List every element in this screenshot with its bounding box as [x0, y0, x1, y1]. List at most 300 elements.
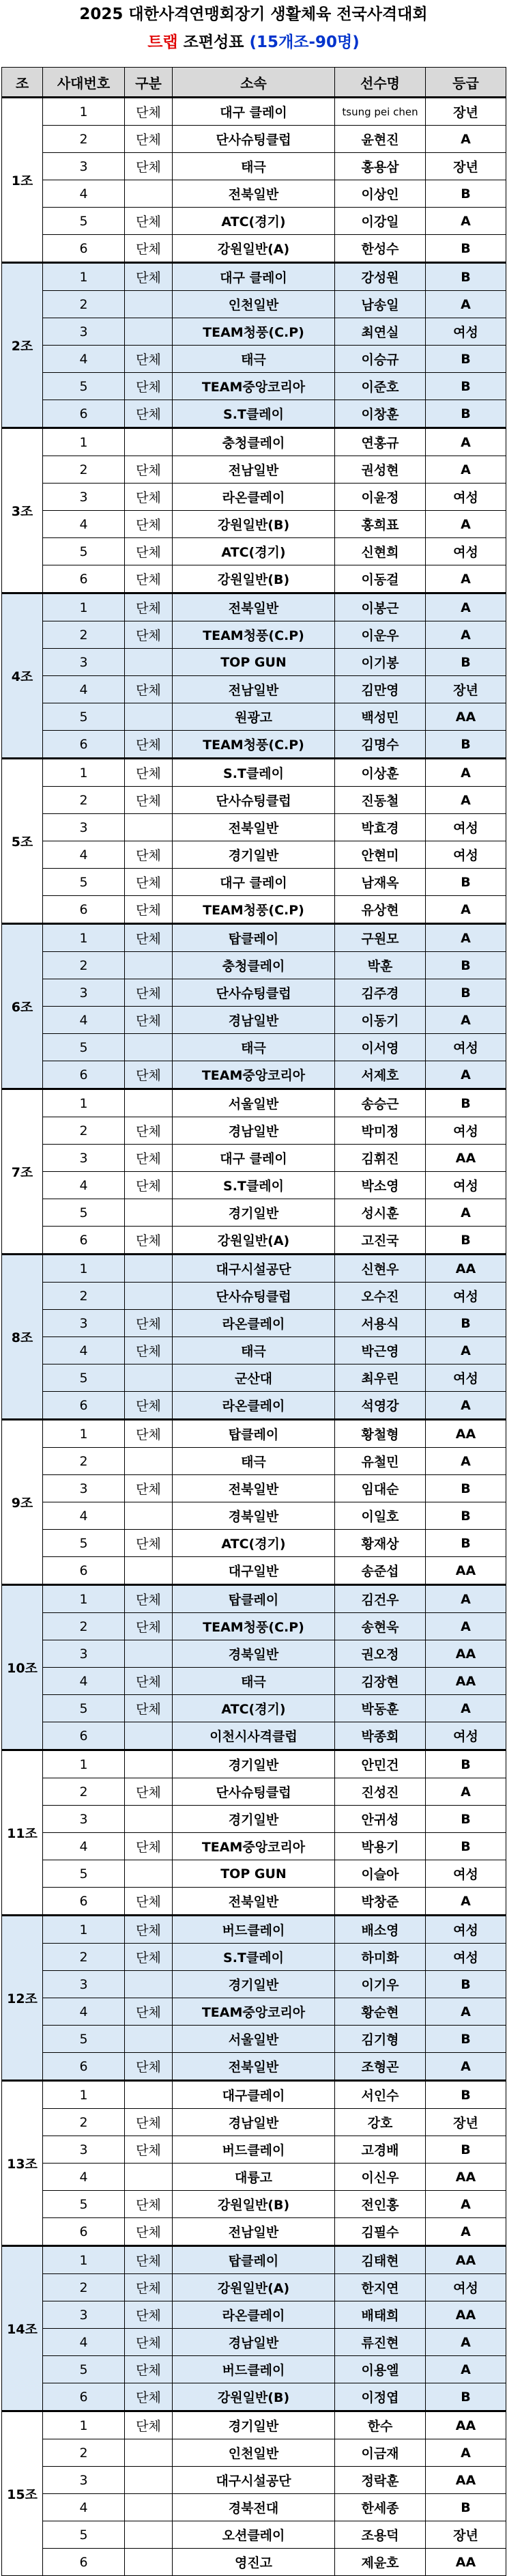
- category-cell: 단체: [125, 98, 173, 126]
- table-row: [2, 1888, 506, 1916]
- table-row: [2, 2356, 506, 2383]
- group-label: 1조: [2, 98, 43, 263]
- grade-cell: A: [426, 428, 506, 456]
- category-cell: 단체: [125, 841, 173, 869]
- event-name: 트랩: [147, 33, 178, 51]
- grade-cell: AA: [426, 2549, 506, 2576]
- grade-cell: B: [426, 731, 506, 759]
- header-club: 소속: [173, 68, 335, 98]
- table-row: [2, 2521, 506, 2549]
- category-cell: [125, 1283, 173, 1310]
- club-cell: 경기일반: [173, 1806, 335, 1833]
- table-row: [2, 318, 506, 346]
- table-row: [2, 1061, 506, 1089]
- table-row: [2, 428, 506, 456]
- page-title: 2025 대한사격연맹회장기 생활체육 전국사격대회: [79, 5, 428, 23]
- grade-cell: AA: [426, 2164, 506, 2191]
- category-cell: 단체: [125, 346, 173, 373]
- station-number-cell: 5: [43, 208, 125, 235]
- club-cell: 대구일반: [173, 1557, 335, 1585]
- category-cell: 단체: [125, 2109, 173, 2136]
- category-cell: [125, 1640, 173, 1668]
- station-number-cell: 3: [43, 1310, 125, 1337]
- table-row: [2, 1364, 506, 1392]
- station-number-cell: 1: [43, 428, 125, 456]
- player-name-cell: 송준섭: [335, 1557, 426, 1585]
- club-cell: 태극: [173, 1034, 335, 1061]
- grade-cell: A: [426, 208, 506, 235]
- grade-cell: A: [426, 896, 506, 924]
- player-name-cell: 한세종: [335, 2494, 426, 2521]
- station-number-cell: 5: [43, 1199, 125, 1227]
- table-row: [2, 1722, 506, 1750]
- table-row: [2, 2383, 506, 2411]
- category-cell: [125, 1364, 173, 1392]
- grade-cell: A: [426, 759, 506, 787]
- grade-cell: 여성: [426, 318, 506, 346]
- station-number-cell: 1: [43, 759, 125, 787]
- category-cell: [125, 1750, 173, 1778]
- club-cell: 경기일반: [173, 1199, 335, 1227]
- category-cell: 단체: [125, 896, 173, 924]
- station-number-cell: 2: [43, 2439, 125, 2467]
- station-number-cell: 1: [43, 1255, 125, 1283]
- station-number-cell: 4: [43, 676, 125, 703]
- grade-cell: 여성: [426, 1283, 506, 1310]
- category-cell: [125, 649, 173, 676]
- table-row: [2, 2081, 506, 2109]
- table-row: [2, 1227, 506, 1255]
- player-name-cell: 김기형: [335, 2026, 426, 2053]
- station-number-cell: 5: [43, 1695, 125, 1722]
- player-name-cell: 강호: [335, 2109, 426, 2136]
- club-cell: 경북일반: [173, 1640, 335, 1668]
- player-name-cell: 이서영: [335, 1034, 426, 1061]
- player-name-cell: 박근영: [335, 1337, 426, 1364]
- grade-cell: B: [426, 1971, 506, 1998]
- station-number-cell: 1: [43, 263, 125, 291]
- player-name-cell: 조형곤: [335, 2053, 426, 2081]
- table-row: [2, 208, 506, 235]
- club-cell: 경기일반: [173, 1971, 335, 1998]
- player-name-cell: 연홍규: [335, 428, 426, 456]
- header-station: 사대번호: [43, 68, 125, 98]
- table-row: [2, 1668, 506, 1695]
- club-cell: 단사슈팅클럽: [173, 1778, 335, 1806]
- table-row: [2, 2164, 506, 2191]
- table-header-row: [2, 68, 506, 98]
- table-row: [2, 896, 506, 924]
- table-row: [2, 1475, 506, 1502]
- category-cell: 단체: [125, 1475, 173, 1502]
- club-cell: 전북일반: [173, 593, 335, 621]
- club-cell: 충청클레이: [173, 428, 335, 456]
- club-cell: 경기일반: [173, 2411, 335, 2439]
- grade-cell: 장년: [426, 153, 506, 180]
- category-cell: 단체: [125, 400, 173, 428]
- header-player: 선수명: [335, 68, 426, 98]
- player-name-cell: 제윤호: [335, 2549, 426, 2576]
- grade-cell: B: [426, 373, 506, 400]
- club-cell: TEAM중앙코리아: [173, 373, 335, 400]
- grade-cell: AA: [426, 2301, 506, 2329]
- category-cell: 단체: [125, 924, 173, 952]
- station-number-cell: 4: [43, 1007, 125, 1034]
- club-cell: 경기일반: [173, 1750, 335, 1778]
- player-name-cell: 권오정: [335, 1640, 426, 1668]
- category-cell: 단체: [125, 1392, 173, 1420]
- player-name-cell: 전인홍: [335, 2191, 426, 2218]
- player-name-cell: 김태현: [335, 2246, 426, 2274]
- table-row: [2, 2246, 506, 2274]
- player-name-cell: 이준호: [335, 373, 426, 400]
- station-number-cell: 6: [43, 896, 125, 924]
- player-name-cell: 김주경: [335, 979, 426, 1007]
- club-cell: 강원일반(B): [173, 565, 335, 593]
- club-cell: 탑클레이: [173, 924, 335, 952]
- station-number-cell: 4: [43, 2164, 125, 2191]
- table-row: [2, 346, 506, 373]
- table-row: [2, 1585, 506, 1613]
- station-number-cell: 5: [43, 2026, 125, 2053]
- category-cell: 단체: [125, 263, 173, 291]
- table-row: [2, 1944, 506, 1971]
- header-category: 구분: [125, 68, 173, 98]
- station-number-cell: 1: [43, 98, 125, 126]
- category-cell: [125, 1255, 173, 1283]
- table-row: [2, 1971, 506, 1998]
- grade-cell: A: [426, 1998, 506, 2026]
- table-row: [2, 1778, 506, 1806]
- grade-cell: A: [426, 1888, 506, 1916]
- grade-cell: AA: [426, 2246, 506, 2274]
- category-cell: 단체: [125, 621, 173, 649]
- club-cell: 원광고: [173, 703, 335, 731]
- club-cell: 탑클레이: [173, 2246, 335, 2274]
- station-number-cell: 3: [43, 484, 125, 511]
- category-cell: [125, 1806, 173, 1833]
- player-name-cell: 박훈: [335, 952, 426, 979]
- station-number-cell: 6: [43, 235, 125, 263]
- category-cell: 단체: [125, 456, 173, 484]
- player-name-cell: 한성수: [335, 235, 426, 263]
- station-number-cell: 2: [43, 2109, 125, 2136]
- category-cell: 단체: [125, 1778, 173, 1806]
- category-cell: 단체: [125, 1310, 173, 1337]
- club-cell: 경남일반: [173, 1007, 335, 1034]
- category-cell: 단체: [125, 1172, 173, 1199]
- player-name-cell: 박용기: [335, 1833, 426, 1860]
- club-cell: TEAM청풍(C.P): [173, 318, 335, 346]
- player-name-cell: 배소영: [335, 1916, 426, 1944]
- table-row: [2, 1695, 506, 1722]
- table-row: [2, 2301, 506, 2329]
- club-cell: 강원일반(B): [173, 2191, 335, 2218]
- group-label: 6조: [2, 924, 43, 1089]
- player-name-cell: 이강일: [335, 208, 426, 235]
- club-cell: 전북일반: [173, 1888, 335, 1916]
- station-number-cell: 2: [43, 1117, 125, 1145]
- grade-cell: A: [426, 565, 506, 593]
- club-cell: 전남일반: [173, 2218, 335, 2246]
- grade-cell: A: [426, 1061, 506, 1089]
- player-name-cell: 이일호: [335, 1502, 426, 1530]
- category-cell: 단체: [125, 153, 173, 180]
- club-cell: TEAM중앙코리아: [173, 1833, 335, 1860]
- category-cell: 단체: [125, 731, 173, 759]
- table-row: [2, 1613, 506, 1640]
- station-number-cell: 2: [43, 1944, 125, 1971]
- station-number-cell: 4: [43, 2329, 125, 2356]
- player-name-cell: 송승근: [335, 1089, 426, 1117]
- station-number-cell: 5: [43, 1364, 125, 1392]
- table-row: [2, 153, 506, 180]
- club-cell: 버드클레이: [173, 2356, 335, 2383]
- grade-cell: A: [426, 1695, 506, 1722]
- table-row: [2, 456, 506, 484]
- player-name-cell: 오수진: [335, 1283, 426, 1310]
- grade-cell: 여성: [426, 1916, 506, 1944]
- player-name-cell: 권성현: [335, 456, 426, 484]
- table-row: [2, 787, 506, 814]
- club-cell: 단사슈팅클럽: [173, 126, 335, 153]
- station-number-cell: 4: [43, 1172, 125, 1199]
- group-count: (15개조-90명): [249, 33, 360, 51]
- player-name-cell: 임대순: [335, 1475, 426, 1502]
- category-cell: 단체: [125, 1007, 173, 1034]
- grade-cell: 여성: [426, 1034, 506, 1061]
- player-name-cell: 고경배: [335, 2136, 426, 2164]
- grade-cell: 장년: [426, 2109, 506, 2136]
- station-number-cell: 2: [43, 291, 125, 318]
- player-name-cell: 안민건: [335, 1750, 426, 1778]
- club-cell: 경북전대: [173, 2494, 335, 2521]
- player-name-cell: 홍용삼: [335, 153, 426, 180]
- player-name-cell: 정락훈: [335, 2467, 426, 2494]
- player-name-cell: 서용식: [335, 1310, 426, 1337]
- grade-cell: B: [426, 2494, 506, 2521]
- station-number-cell: 2: [43, 126, 125, 153]
- table-row: [2, 869, 506, 896]
- club-cell: 대륭고: [173, 2164, 335, 2191]
- station-number-cell: 4: [43, 1502, 125, 1530]
- club-cell: 강원일반(A): [173, 2274, 335, 2301]
- table-row: [2, 1806, 506, 1833]
- player-name-cell: 이상훈: [335, 759, 426, 787]
- player-name-cell: 박종회: [335, 1722, 426, 1750]
- category-cell: 단체: [125, 1530, 173, 1557]
- station-number-cell: 3: [43, 1145, 125, 1172]
- category-cell: [125, 703, 173, 731]
- grade-cell: B: [426, 649, 506, 676]
- club-cell: 오션클레이: [173, 2521, 335, 2549]
- category-cell: 단체: [125, 979, 173, 1007]
- station-number-cell: 3: [43, 1806, 125, 1833]
- category-cell: 단체: [125, 2356, 173, 2383]
- station-number-cell: 2: [43, 2274, 125, 2301]
- table-row: [2, 2549, 506, 2576]
- group-label: 8조: [2, 1255, 43, 1420]
- grade-cell: 여성: [426, 1860, 506, 1888]
- category-cell: 단체: [125, 1833, 173, 1860]
- player-name-cell: 김장현: [335, 1668, 426, 1695]
- grade-cell: B: [426, 1227, 506, 1255]
- player-name-cell: 안귀성: [335, 1806, 426, 1833]
- category-cell: 단체: [125, 2301, 173, 2329]
- category-cell: 단체: [125, 1420, 173, 1448]
- club-cell: ATC(경기): [173, 538, 335, 565]
- category-cell: [125, 1034, 173, 1061]
- category-cell: [125, 2081, 173, 2109]
- category-cell: [125, 180, 173, 208]
- grade-cell: A: [426, 2439, 506, 2467]
- category-cell: 단체: [125, 1061, 173, 1089]
- table-row: [2, 676, 506, 703]
- club-cell: TEAM청풍(C.P): [173, 731, 335, 759]
- table-row: [2, 400, 506, 428]
- grade-cell: A: [426, 126, 506, 153]
- club-cell: 강원일반(A): [173, 1227, 335, 1255]
- grade-cell: B: [426, 2136, 506, 2164]
- table-row: [2, 126, 506, 153]
- station-number-cell: 1: [43, 1916, 125, 1944]
- station-number-cell: 6: [43, 1392, 125, 1420]
- club-cell: 전북일반: [173, 1475, 335, 1502]
- grade-cell: 장년: [426, 676, 506, 703]
- player-name-cell: 황재상: [335, 1530, 426, 1557]
- station-number-cell: 2: [43, 787, 125, 814]
- category-cell: 단체: [125, 511, 173, 538]
- player-name-cell: 석영강: [335, 1392, 426, 1420]
- category-cell: [125, 1502, 173, 1530]
- table-row: [2, 1145, 506, 1172]
- table-row: [2, 98, 506, 126]
- category-cell: 단체: [125, 1695, 173, 1722]
- category-cell: 단체: [125, 1227, 173, 1255]
- player-name-cell: 이기봉: [335, 649, 426, 676]
- grade-cell: B: [426, 869, 506, 896]
- grade-cell: B: [426, 263, 506, 291]
- club-cell: 서울일반: [173, 1089, 335, 1117]
- category-cell: 단체: [125, 2411, 173, 2439]
- table-row: [2, 2467, 506, 2494]
- category-cell: [125, 952, 173, 979]
- table-row: [2, 2136, 506, 2164]
- club-cell: 대구 클레이: [173, 98, 335, 126]
- header-group: 조: [2, 68, 43, 98]
- table-row: [2, 1860, 506, 1888]
- category-cell: 단체: [125, 484, 173, 511]
- station-number-cell: 6: [43, 1227, 125, 1255]
- grade-cell: 장년: [426, 98, 506, 126]
- table-row: [2, 1199, 506, 1227]
- station-number-cell: 1: [43, 1089, 125, 1117]
- category-cell: 단체: [125, 1613, 173, 1640]
- station-number-cell: 6: [43, 2549, 125, 2576]
- player-name-cell: 성시훈: [335, 1199, 426, 1227]
- club-cell: 태극: [173, 346, 335, 373]
- club-cell: 태극: [173, 1448, 335, 1475]
- club-cell: 경기일반: [173, 841, 335, 869]
- table-row: [2, 1557, 506, 1585]
- squad-table: [1, 67, 506, 2576]
- grade-cell: B: [426, 235, 506, 263]
- station-number-cell: 5: [43, 2521, 125, 2549]
- station-number-cell: 4: [43, 1998, 125, 2026]
- table-row: [2, 1337, 506, 1364]
- club-cell: S.T클레이: [173, 759, 335, 787]
- grade-cell: A: [426, 1392, 506, 1420]
- category-cell: [125, 2494, 173, 2521]
- category-cell: 단체: [125, 373, 173, 400]
- grade-cell: B: [426, 2026, 506, 2053]
- grade-cell: AA: [426, 2411, 506, 2439]
- club-cell: 탑클레이: [173, 1420, 335, 1448]
- player-name-cell: 한수: [335, 2411, 426, 2439]
- station-number-cell: 3: [43, 2301, 125, 2329]
- category-cell: 단체: [125, 2191, 173, 2218]
- club-cell: 경북일반: [173, 1502, 335, 1530]
- table-row: [2, 731, 506, 759]
- grade-cell: A: [426, 2053, 506, 2081]
- grade-cell: A: [426, 1613, 506, 1640]
- category-cell: 단체: [125, 565, 173, 593]
- category-cell: [125, 2026, 173, 2053]
- group-label: 13조: [2, 2081, 43, 2246]
- category-cell: 단체: [125, 1916, 173, 1944]
- grade-cell: AA: [426, 2467, 506, 2494]
- category-cell: [125, 2439, 173, 2467]
- grade-cell: 여성: [426, 1172, 506, 1199]
- club-cell: TEAM청풍(C.P): [173, 621, 335, 649]
- club-cell: 강원일반(B): [173, 2383, 335, 2411]
- club-cell: 전북일반: [173, 2053, 335, 2081]
- club-cell: S.T클레이: [173, 1172, 335, 1199]
- player-name-cell: 고진국: [335, 1227, 426, 1255]
- club-cell: 전북일반: [173, 814, 335, 841]
- player-name-cell: 황순현: [335, 1998, 426, 2026]
- category-cell: 단체: [125, 1888, 173, 1916]
- table-row: [2, 291, 506, 318]
- player-name-cell: 이기우: [335, 1971, 426, 1998]
- grade-cell: AA: [426, 1255, 506, 1283]
- category-cell: [125, 1557, 173, 1585]
- grade-cell: 여성: [426, 1944, 506, 1971]
- grade-cell: B: [426, 952, 506, 979]
- table-row: [2, 2218, 506, 2246]
- table-row: [2, 703, 506, 731]
- table-row: [2, 952, 506, 979]
- station-number-cell: 3: [43, 814, 125, 841]
- grade-cell: A: [426, 621, 506, 649]
- table-row: [2, 1255, 506, 1283]
- table-row: [2, 2274, 506, 2301]
- station-number-cell: 1: [43, 1420, 125, 1448]
- player-name-cell: 박창준: [335, 1888, 426, 1916]
- grade-cell: A: [426, 511, 506, 538]
- station-number-cell: 3: [43, 649, 125, 676]
- player-name-cell: 백성민: [335, 703, 426, 731]
- category-cell: 단체: [125, 869, 173, 896]
- player-name-cell: 남재옥: [335, 869, 426, 896]
- player-name-cell: 이슬아: [335, 1860, 426, 1888]
- table-row: [2, 373, 506, 400]
- club-cell: 버드클레이: [173, 1916, 335, 1944]
- club-cell: 탑클레이: [173, 1585, 335, 1613]
- club-cell: S.T클레이: [173, 1944, 335, 1971]
- player-name-cell: 서제호: [335, 1061, 426, 1089]
- player-name-cell: 신현희: [335, 538, 426, 565]
